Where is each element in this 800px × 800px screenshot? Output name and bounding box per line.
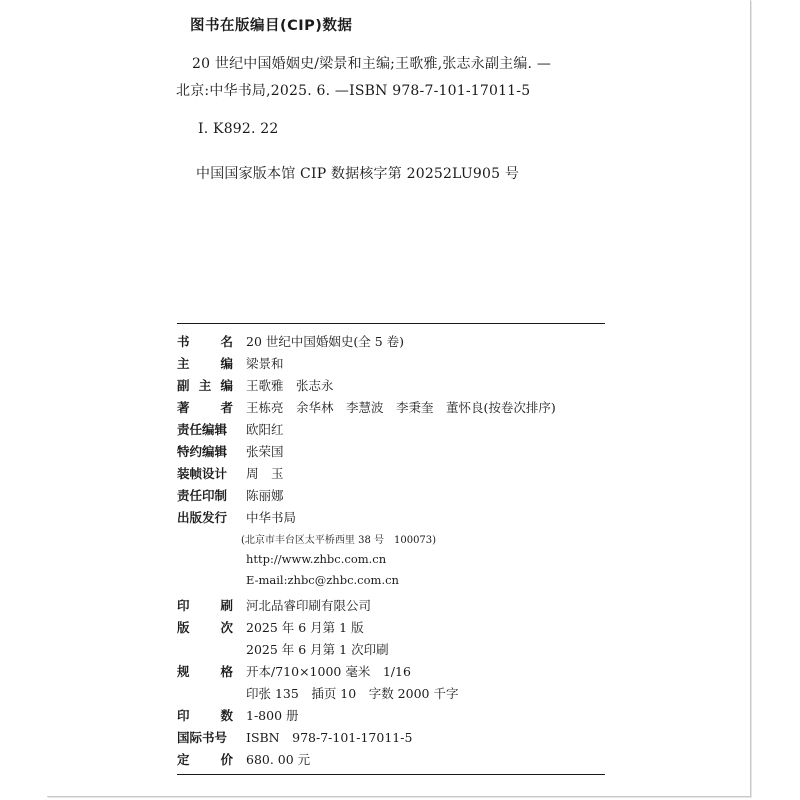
credit-label: 责任印制 [177, 488, 228, 503]
authors: 王栋亮 余华林 李慧波 李秉奎 董怀良(按卷次排序) [246, 400, 556, 415]
cip-heading: 图书在版编目(CIP)数据 [190, 18, 353, 34]
book-title: 20 世纪中国婚姻史(全 5 卷) [246, 334, 405, 349]
print-run: 1-800 册 [246, 708, 299, 723]
cip-classification: Ⅰ. K892. 22 [198, 121, 279, 137]
edition: 2025 年 6 月第 1 版 [246, 620, 364, 635]
credit-label: 规 格 [177, 664, 233, 679]
printer: 河北品睿印刷有限公司 [246, 598, 372, 613]
publisher-email: E-mail:zhbc@zhbc.com.cn [246, 573, 399, 587]
credit-label: 责任编辑 [177, 422, 228, 437]
responsible-editor: 欧阳红 [246, 422, 284, 437]
credit-label: 主 编 [177, 356, 233, 371]
credit-label: 版 次 [177, 620, 233, 635]
chief-editor: 梁景和 [246, 356, 284, 371]
cip-entry-line-2: 北京:中华书局,2025. 6. —ISBN 978-7-101-17011-5 [176, 83, 531, 99]
top-rule [177, 323, 605, 324]
publisher: 中华书局 [246, 510, 297, 525]
credit-label: 出版发行 [177, 510, 228, 525]
price: 680. 00 元 [246, 752, 311, 767]
credit-label: 副 主 编 [177, 378, 233, 393]
credit-label: 装帧设计 [177, 466, 228, 481]
bottom-rule [177, 774, 605, 775]
credit-label: 印 数 [177, 708, 233, 723]
credit-label: 特约编辑 [177, 444, 228, 459]
cip-verification-number: 中国国家版本馆 CIP 数据核字第 20252LU905 号 [196, 166, 520, 182]
credit-label: 著 者 [177, 400, 233, 415]
cover-designer: 周 玉 [246, 466, 284, 481]
credit-label: 书 名 [177, 334, 233, 349]
credit-label: 国际书号 [177, 730, 228, 745]
book-details: 印张 135 插页 10 字数 2000 千字 [246, 686, 459, 701]
special-editor: 张荣国 [246, 444, 284, 459]
deputy-editors: 王歌雅 张志永 [246, 378, 334, 393]
credit-label: 印 刷 [177, 598, 233, 613]
publisher-address: (北京市丰台区太平桥西里 38 号 100073) [241, 535, 437, 546]
isbn: ISBN 978-7-101-17011-5 [246, 730, 413, 745]
printing: 2025 年 6 月第 1 次印刷 [246, 642, 389, 657]
cip-entry-line-1: 20 世纪中国婚姻史/梁景和主编;王歌雅,张志永副主编. — [192, 56, 552, 72]
print-supervisor: 陈丽娜 [246, 488, 284, 503]
book-format: 开本/710×1000 毫米 1/16 [246, 664, 411, 679]
credit-label: 定 价 [177, 752, 233, 767]
publisher-website: http://www.zhbc.com.cn [246, 552, 387, 566]
